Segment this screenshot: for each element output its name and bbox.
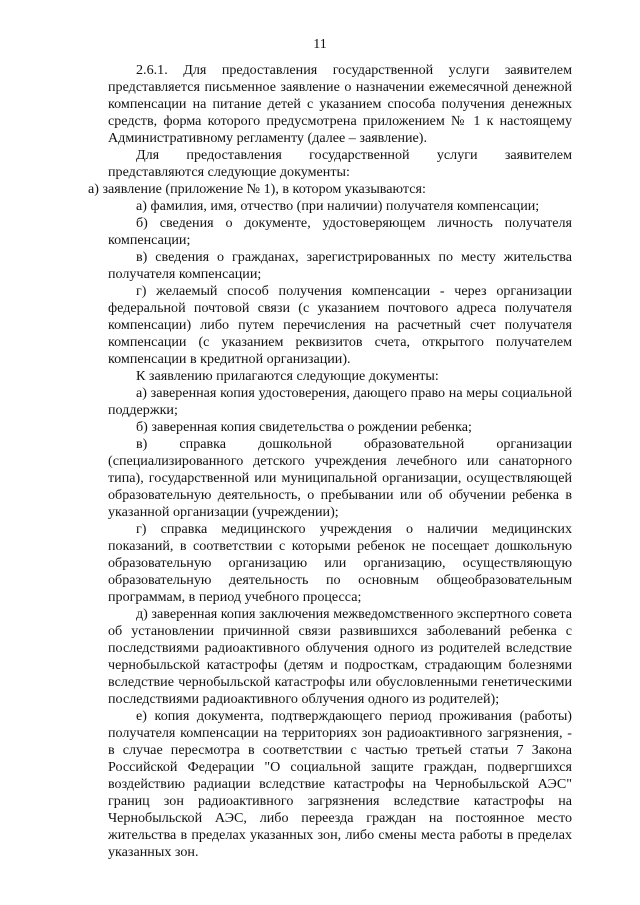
paragraph-attachment-b-birth: б) заверенная копия свидетельства о рождении ребенка; <box>136 419 472 435</box>
paragraph-attachment-g-medical: г) справка медицинского учреждения о наличии медицинских показаний, в соответствии с которыми ребенок не посещает дошкольную образовательную организацию или организацию, осуществляющую образовательную деятельность по основным общеобразовательным программам, в период учебного процесса; <box>108 521 572 605</box>
paragraph-attachment-e-residence: е) копия документа, подтверждающего период проживания (работы) получателя компенсации на территориях зон радиоактивного загрязнения, - в случае пересмотра в соответствии с частью третьей статьи 7 Закона Российской Федерации "О социальной защите граждан, подвергшихся воздействию радиации вследствие катастрофы на Чернобыльской АЭС" границ зон радиоактивного загрязнения вследствие катастрофы на Чернобыльской АЭС, либо переезда граждан на постоянное место жительства в пределах указанных зон, либо смены места работы в пределах указанных зон. <box>108 708 572 860</box>
paragraph-subitem-b-identity: б) сведения о документе, удостоверяющем личность получателя компенсации; <box>108 215 572 248</box>
paragraph-subitem-g-payment-method: г) желаемый способ получения компенсации - через организации федеральной почтовой связи (с указанием почтового адреса получателя компенсации) либо путем перечисления на расчетный счет получателя компенсации (с указанием реквизитов счета, открытого получателем компенсации в кредитной организации). <box>108 283 572 367</box>
paragraph-attachments-intro: К заявлению прилагаются следующие документы: <box>136 368 439 384</box>
paragraph-2-6-1: 2.6.1. Для предоставления государственной услуги заявителем представляется письменное заявление о назначении ежемесячной денежной компенсации на питание детей с указанием способа получения денежных средств, форма которого предусмотрена приложением № 1 к настоящему Административному регламенту (далее – заявление). <box>108 62 572 146</box>
paragraph-subitem-v-residents: в) сведения о гражданах, зарегистрированных по месту жительства получателя компенсации; <box>108 249 572 282</box>
paragraph-attachment-d-expert: д) заверенная копия заключения межведомственного экспертного совета об установлении причинной связи развившихся заболеваний ребенка с последствиями радиоактивного облучения одного из родителей вследствие чернобыльской катастрофы (детям и подросткам, страдающим болезнями вследствие чернобыльской катастрофы или обусловленными генетическими последствиями радиоактивного облучения одного из родителей); <box>108 606 572 707</box>
paragraph-documents-intro: Для предоставления государственной услуги заявителем представляются следующие документы: <box>108 147 572 180</box>
paragraph-item-a-application: а) заявление (приложение № 1), в котором указываются: <box>88 181 426 197</box>
page-number: 11 <box>313 37 327 52</box>
document-body <box>88 62 572 861</box>
paragraph-attachment-a-certificate: а) заверенная копия удостоверения, дающего право на меры социальной поддержки; <box>108 385 572 418</box>
paragraph-attachment-v-school: в) справка дошкольной образовательной организации (специализированного детского учреждения лечебного или санаторного типа), государственной или муниципальной организации, осуществляющей образовательную деятельность, о пребывании или об обучении ребенка в указанной организации (учреждении); <box>108 436 572 520</box>
paragraph-subitem-a-name: а) фамилия, имя, отчество (при наличии) получателя компенсации; <box>136 198 540 214</box>
